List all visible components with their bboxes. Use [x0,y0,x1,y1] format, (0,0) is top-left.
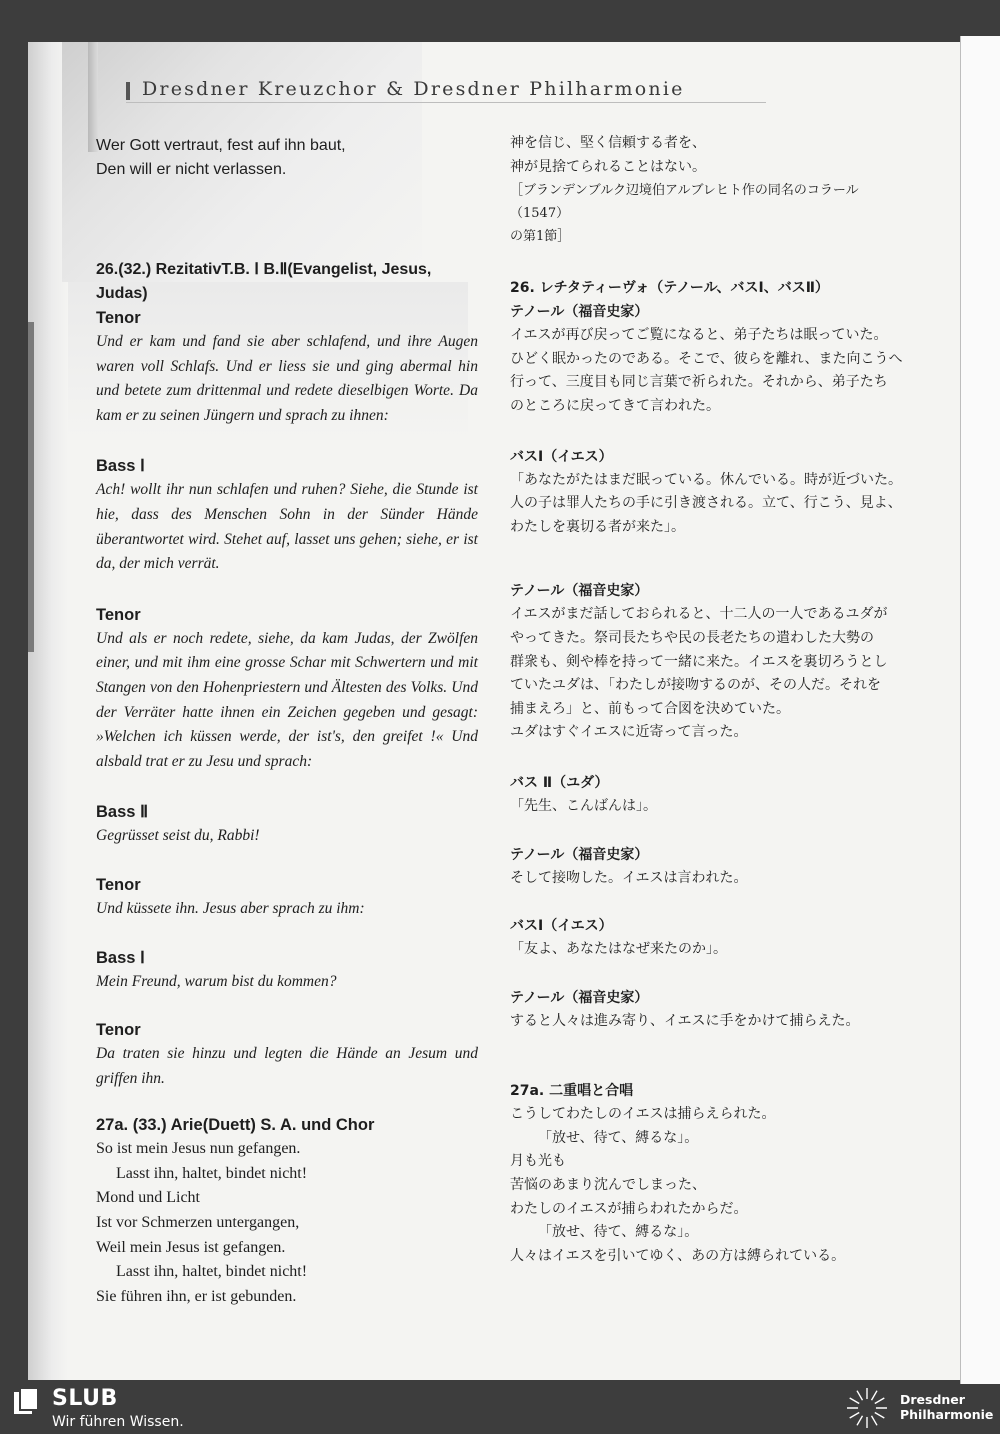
text-line: わたしを裏切る者が来た」。 [510,518,685,535]
bass-1-text: Ach! wollt ihr nun schlafen und ruhen? Siehe, die Stunde ist hie, dass des Menschen Sohn in der Sünder Hände überantwortet wird. Stehet auf, lasset uns gehen; siehe, er ist da, der mich verrät. [96,481,478,573]
chorale-line: Wer Gott vertraut, fest auf ihn baut, [96,137,346,154]
program-page [28,42,980,1380]
slub-logo-icon[interactable] [14,1388,40,1416]
aria-line-jp: こうしてわたしのイエスは捕らえられた。 [510,1106,776,1123]
note-line: ［ブランデンブルク辺境伯アルブレヒト作の同名のコラール（1547） [510,183,859,222]
text-line: 行って、三度目も同じ言葉で祈られた。それから、弟子たち [510,374,888,391]
facing-page-edge [960,36,1000,1384]
role-tenor-jp: テノール（福音史家） [510,583,649,600]
aria-text [96,1137,478,1309]
role-bass-2: Bass Ⅱ [96,803,149,822]
tenor-text: Und er kam und fand sie aber schlafend, und ihre Augen waren voll Schlafs. Und er liess sie und ging abermal hin und betete zum drittenmal und redete dieselbigen Worte. Da kam er zu seinen Jüngern und sprach zu ihnen: [96,333,478,424]
aria-line: Weil mein Jesus ist gefangen. [96,1238,286,1256]
note-line: の第1節］ [510,229,571,245]
role-tenor: Tenor [96,309,141,327]
tenor-text: Und als er noch redete, siehe, da kam Judas, der Zwölfen einer, und mit ihm eine grosse Schar mit Schwertern und mit Stangen von den Hohenpriestern und Ältesten des Volks. Und der Verräter hatte ihnen ein Zeichen gegeben und gesagt: »Welchen ich küssen werde, der ist's, den greifet !« Und alsbald trat er zu Jesu und sprach: [96,629,478,770]
header-rule [126,102,766,103]
role-bass-1: Bass Ⅰ [96,948,145,967]
text-line: イエスがまだ話しておられると、十二人の一人であるユダが [510,606,888,623]
philharmonie-line: Philharmonie [900,1407,994,1422]
bass-1-text: Mein Freund, warum bist du kommen? [96,972,337,990]
text-line: 人の子は罪人たちの手に引き渡される。立て、行こう、見よ、 [510,495,902,512]
tenor-text-jp: そして接吻した。イエスは言われた。 [510,869,748,886]
chorale-line: Den will er nicht verlassen. [96,161,287,178]
bass-2-text-jp: 「先生、こんばんは」。 [510,797,657,814]
role-tenor: Tenor [96,875,141,894]
role-bass-1-jp: バスⅠ（イエス） [510,918,613,935]
text-line: やってきた。祭司長たちや民の長老たちの遣わした大勢の [510,629,874,646]
chorale-ending-jp [510,132,910,179]
german-column [96,134,478,1309]
aria-line: Sie führen ihn, er ist gebunden. [96,1287,297,1305]
tenor-text-jp: すると人々は進み寄り、イエスに手をかけて捕らえた。 [510,1012,860,1029]
aria-line: Lasst ihn, haltet, bindet nicht! [116,1164,308,1182]
role-tenor-jp: テノール（福音史家） [510,846,649,863]
text-line: 「あなたがたはまだ眠っている。休んでいる。時が近づいた。 [510,471,902,488]
japanese-column [510,132,910,1268]
aria-line-jp: 月も光も [510,1153,566,1170]
bass-1-text-jp [510,469,910,540]
bass-1-text-jp: 「友よ、あなたはなぜ来たのか」。 [510,941,727,958]
running-header: Dresdner Kreuzchor & Dresdner Philharmonie [142,78,685,100]
aria-line-jp: わたしのイエスが捕らわれたからだ。 [510,1200,748,1217]
margin-bar [28,322,34,652]
section-26-title-jp: 26. レチタティーヴォ（テノール、バスⅠ、バスⅡ） [510,280,829,297]
text-line: ていたユダは、「わたしが接吻するのが、その人だ。それを [510,677,881,694]
aria-line: So ist mein Jesus nun gefangen. [96,1140,301,1158]
philharmonie-logo-icon[interactable] [842,1386,892,1430]
aria-line-jp: 苦悩のあまり沈んでしまった、 [510,1177,706,1194]
slub-tagline: Wir führen Wissen. [52,1414,184,1430]
aria-text-jp [510,1103,910,1268]
chorale-line-jp: 神を信じ、堅く信頼する者を、 [510,135,706,151]
text-line: のところに戻ってきて言われた。 [510,397,720,414]
aria-line: Mond und Licht [96,1189,200,1207]
tenor-text: Da traten sie hinzu und legten die Hände an Jesum und griffen ihn. [96,1045,478,1087]
text-line: 捕まえろ」と、前もって合図を決めていた。 [510,700,790,717]
role-bass-2-jp: バス Ⅱ（ユダ） [510,774,609,791]
aria-line-jp: 人々はイエスを引いてゆく、あの方は縛られている。 [510,1247,846,1264]
text-line: ひどく眠かったのである。そこで、彼らを離れ、また向こうへ [510,350,903,367]
aria-line: Lasst ihn, haltet, bindet nicht! [116,1263,308,1281]
role-bass-1-jp: バスⅠ（イエス） [510,448,613,465]
chorale-ending [96,134,478,182]
section-27-title-jp: 27a. 二重唱と合唱 [510,1083,634,1100]
aria-line: Ist vor Schmerzen untergangen, [96,1214,300,1232]
chorale-note [510,179,910,248]
aria-line-jp: 「放せ、待て、縛るな」。 [538,1129,699,1146]
slub-wordmark[interactable]: SLUB [52,1386,118,1411]
tenor-text-jp [510,324,910,418]
role-tenor: Tenor [96,605,141,624]
chorale-line-jp: 神が見捨てられることはない。 [510,158,706,175]
philharmonie-line: Dresdner [900,1392,965,1407]
role-bass-1: Bass Ⅰ [96,457,145,476]
tenor-text: Und küssete ihn. Jesus aber sprach zu ihm: [96,899,365,917]
header-mark [126,82,130,100]
tenor-text-jp [510,603,910,745]
section-27-title: 27a. (33.) Arie(Duett) S. A. und Chor [96,1116,375,1135]
role-tenor-jp: テノール（福音史家） [510,304,649,321]
text-line: ユダはすぐイエスに近寄って言った。 [510,724,748,741]
philharmonie-wordmark[interactable] [900,1392,993,1422]
aria-line-jp: 「放せ、待て、縛るな」。 [538,1224,699,1241]
role-tenor-jp: テノール（福音史家） [510,989,649,1006]
role-tenor: Tenor [96,1021,141,1040]
bass-2-text: Gegrüsset seist du, Rabbi! [96,827,260,845]
section-26-title: 26.(32.) RezitativT.B. Ⅰ B.Ⅱ(Evangelist, Jesus, Judas) [96,261,432,302]
text-line: 群衆も、剣や棒を持って一緒に来た。イエスを裏切ろうとし [510,653,888,670]
text-line: イエスが再び戻ってご覧になると、弟子たちは眠っていた。 [510,327,888,344]
